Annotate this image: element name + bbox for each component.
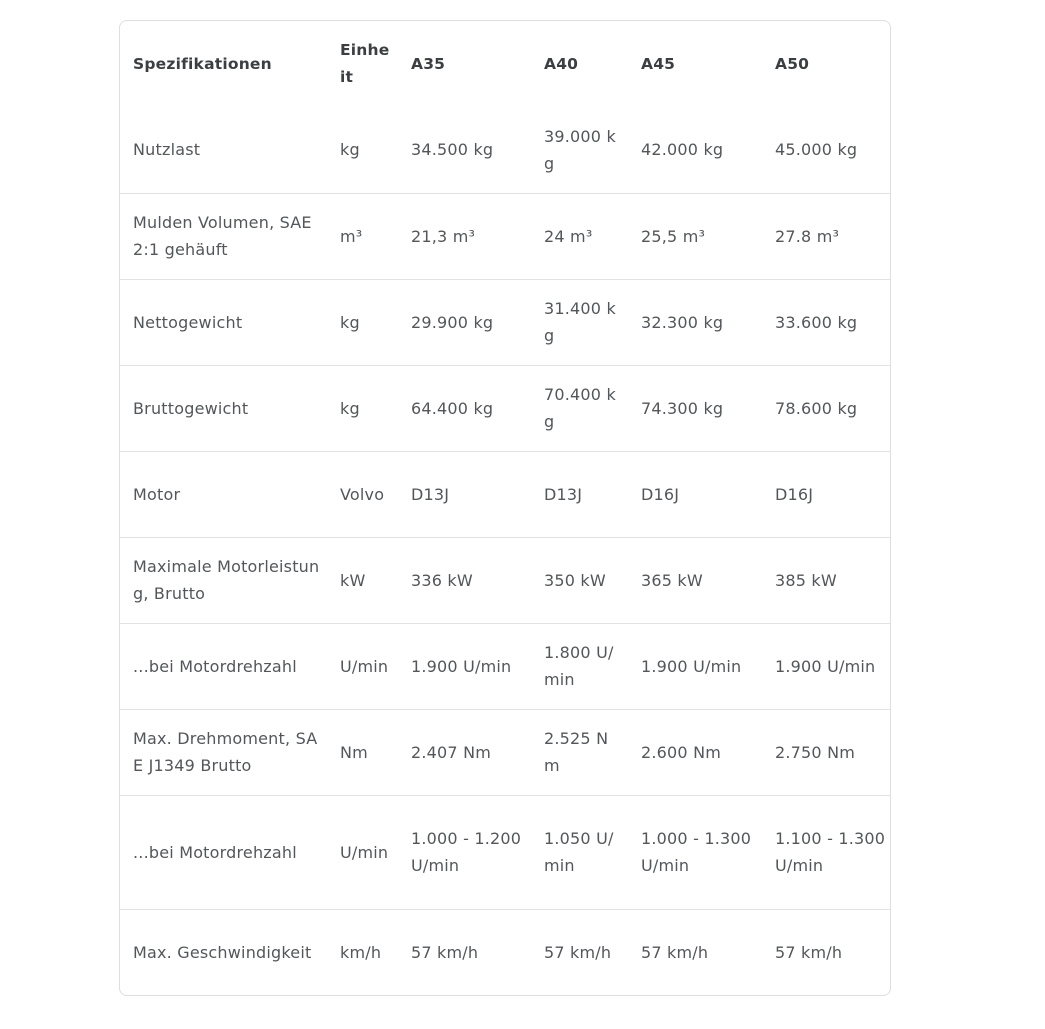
a40-cell: 57 km/h [544,942,612,962]
a50-cell: 57 km/h [775,942,843,962]
a45-cell: 365 kW [641,570,703,590]
a40-cell: 350 kW [544,570,606,590]
spec-label: Nutzlast [133,140,201,160]
spec-label: Nettogewicht [133,312,243,332]
unit-cell: kg [340,312,360,332]
a45-cell: 32.300 kg [641,312,724,332]
a40-cell: 31.400 kg [544,299,616,345]
a40-cell: 70.400 kg [544,385,616,431]
table-row [120,107,891,193]
unit-cell: Volvo [340,484,385,504]
spec-label: ...bei Motordrehzahl [133,656,297,676]
spec-table-card [119,20,891,996]
unit-cell: U/min [340,656,389,676]
a45-cell: 74.300 kg [641,398,724,418]
unit-cell: km/h [340,942,382,962]
a35-cell: 64.400 kg [411,398,494,418]
header-spezifikationen: Spezifikationen [133,54,272,73]
a50-cell: 2.750 Nm [775,742,856,762]
unit-cell: kg [340,140,360,160]
spec-label: Bruttogewicht [133,398,249,418]
a50-cell: 27.8 m³ [775,226,840,246]
a45-cell: 1.000 - 1.300 U/min [641,829,752,875]
table-header-row [120,21,891,107]
a50-cell: 45.000 kg [775,140,858,160]
a35-cell: 57 km/h [411,942,479,962]
unit-cell: m³ [340,226,363,246]
a50-cell: D16J [775,484,814,504]
header-a35: A35 [411,54,446,73]
a35-cell: 34.500 kg [411,140,494,160]
table-row [120,193,891,279]
a45-cell: 25,5 m³ [641,226,706,246]
spec-label: Mulden Volumen, SAE 2:1 gehäuft [133,213,312,259]
unit-cell: U/min [340,842,389,862]
a40-cell: 1.050 U/min [544,829,614,875]
a50-cell: 33.600 kg [775,312,858,332]
a50-cell: 78.600 kg [775,398,858,418]
a35-cell: 21,3 m³ [411,226,476,246]
a50-cell: 1.100 - 1.300 U/min [775,829,886,875]
header-einheit: Einheit [340,41,390,86]
spec-label: Max. Drehmoment, SAE J1349 Brutto [133,729,318,775]
a40-cell: 24 m³ [544,226,593,246]
a35-cell: D13J [411,484,450,504]
unit-cell: kg [340,398,360,418]
a50-cell: 1.900 U/min [775,656,876,676]
a45-cell: 2.600 Nm [641,742,722,762]
table-row [120,795,891,909]
header-a45: A45 [641,54,676,73]
spec-label: ...bei Motordrehzahl [133,842,297,862]
a35-cell: 29.900 kg [411,312,494,332]
table-row [120,279,891,365]
a50-cell: 385 kW [775,570,837,590]
table-row [120,909,891,995]
a35-cell: 2.407 Nm [411,742,492,762]
a45-cell: 1.900 U/min [641,656,742,676]
a45-cell: D16J [641,484,680,504]
a35-cell: 1.000 - 1.200 U/min [411,829,522,875]
spec-label: Maximale Motorleistung, Brutto [133,557,320,603]
a35-cell: 1.900 U/min [411,656,512,676]
table-row [120,451,891,537]
unit-cell: kW [340,570,366,590]
a40-cell: 2.525 Nm [544,729,609,775]
table-row [120,537,891,623]
header-a40: A40 [544,54,579,73]
spec-label: Max. Geschwindigkeit [133,942,312,962]
table-row [120,709,891,795]
header-a50: A50 [775,54,810,73]
unit-cell: Nm [340,742,368,762]
a35-cell: 336 kW [411,570,473,590]
table-row [120,623,891,709]
a40-cell: 1.800 U/min [544,643,614,689]
spec-label: Motor [133,484,181,504]
a40-cell: D13J [544,484,583,504]
a45-cell: 42.000 kg [641,140,724,160]
table-row [120,365,891,451]
a45-cell: 57 km/h [641,942,709,962]
a40-cell: 39.000 kg [544,126,616,173]
spec-table [120,21,891,995]
